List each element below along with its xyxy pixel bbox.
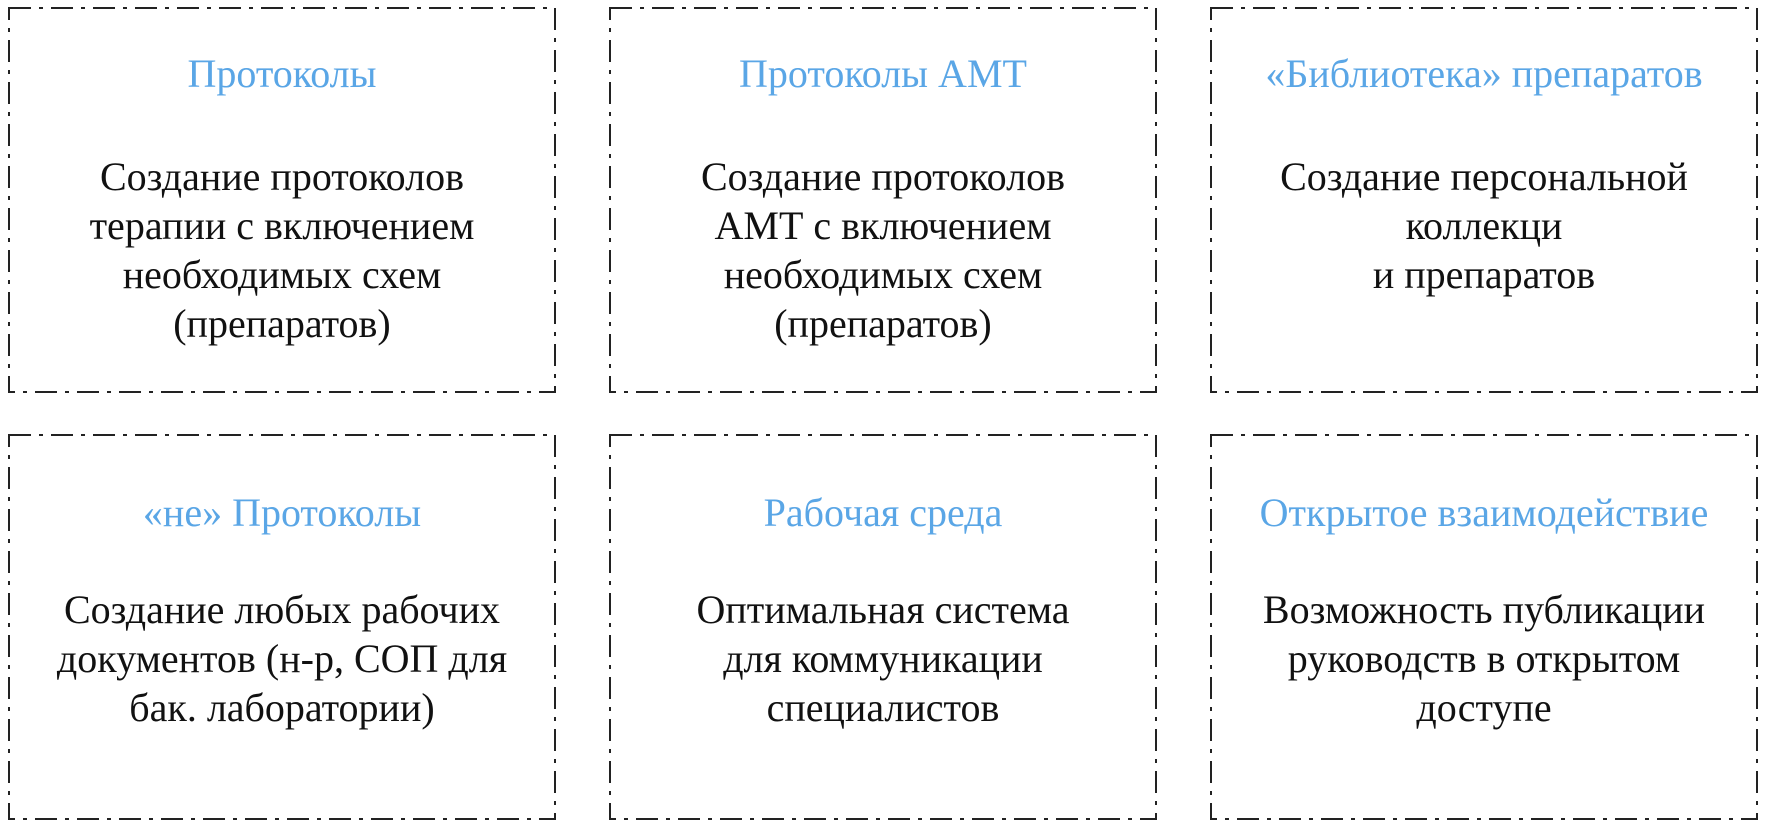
card-description-line: Создание протоколов bbox=[701, 154, 1065, 199]
card-description bbox=[620, 585, 1146, 732]
card-description bbox=[19, 585, 545, 732]
card-description-line: (препаратов) bbox=[173, 301, 391, 346]
card-description-line: коллекци bbox=[1405, 203, 1563, 248]
card-title: Протоколы АМТ bbox=[739, 51, 1027, 96]
card-description-line: Создание любых рабочих bbox=[63, 587, 501, 632]
card-description-line: для коммуникации bbox=[723, 636, 1043, 681]
card-description-line: Создание персональной bbox=[1280, 154, 1688, 199]
card-description-line: необходимых схем bbox=[122, 252, 442, 297]
card-description bbox=[1221, 585, 1747, 732]
card-description bbox=[19, 152, 545, 348]
card-workspace bbox=[610, 435, 1156, 819]
card-non-protocols bbox=[9, 435, 555, 819]
card-library bbox=[1211, 8, 1757, 392]
card-description-line: доступе bbox=[1416, 685, 1552, 730]
card-amt-protocols bbox=[610, 8, 1156, 392]
card-description-line: Оптимальная система bbox=[696, 587, 1070, 632]
card-description bbox=[620, 152, 1146, 348]
card-title: «не» Протоколы bbox=[142, 490, 422, 535]
card-description-line: Возможность публикации bbox=[1262, 587, 1706, 632]
card-description bbox=[1221, 152, 1747, 299]
card-description-line: и препаратов bbox=[1372, 252, 1596, 297]
card-title: Рабочая среда bbox=[763, 490, 1003, 535]
card-title: Протоколы bbox=[187, 51, 377, 96]
card-description-line: (препаратов) bbox=[774, 301, 992, 346]
card-description-line: специалистов bbox=[766, 685, 1000, 730]
card-protocols bbox=[9, 8, 555, 392]
card-description-line: бак. лаборатории) bbox=[129, 685, 435, 730]
card-open-interaction bbox=[1211, 435, 1757, 819]
card-description-line: руководств в открытом bbox=[1287, 636, 1681, 681]
card-description-line: Создание протоколов bbox=[100, 154, 464, 199]
card-description-line: документов (н-р, СОП для bbox=[56, 636, 508, 681]
card-title: «Библиотека» препаратов bbox=[1265, 51, 1703, 96]
card-title: Открытое взаимодействие bbox=[1259, 490, 1709, 535]
card-description-line: необходимых схем bbox=[723, 252, 1043, 297]
card-description-line: АМТ с включением bbox=[714, 203, 1052, 248]
card-description-line: терапии с включением bbox=[89, 203, 475, 248]
